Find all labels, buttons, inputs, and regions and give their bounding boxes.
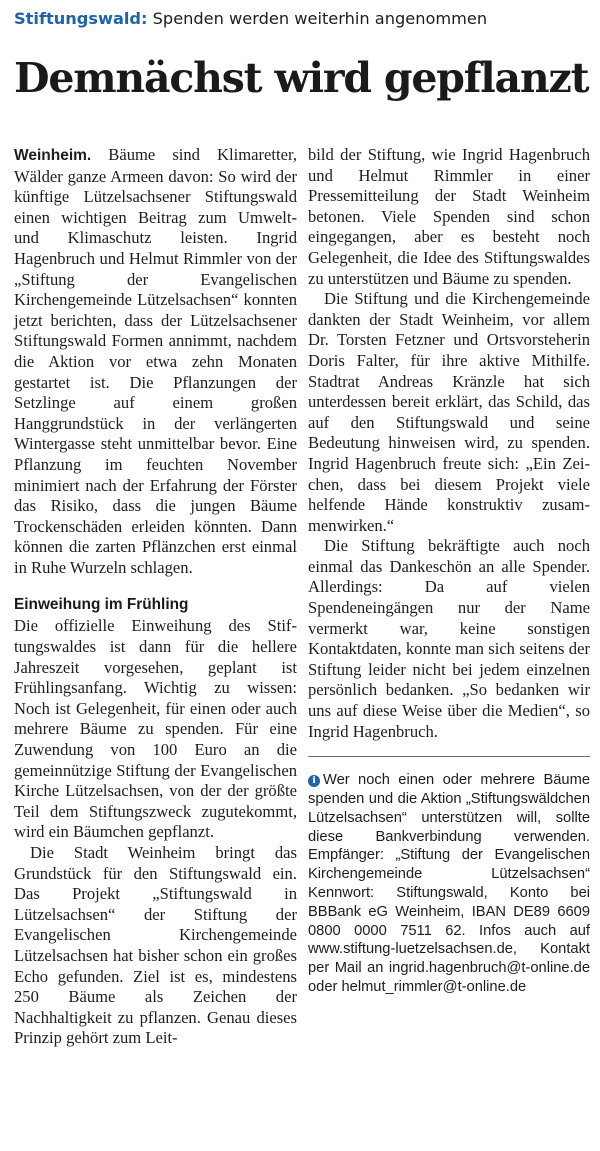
- article-paragraph-1: [14, 145, 297, 578]
- dateline: Weinheim.: [14, 147, 92, 164]
- info-box-text: Wer noch einen oder mehrere Bäume spenden und die Aktion „Stiftungswäldchen Lützelsachsen“ unterstützen will, sollte diese Bankverbindung verwenden. Empfänger: „Stiftung der Evangelischen Kirchengemeinde Lützelsachsen“ Kennwort: Stiftungswald, Konto bei BBBank eG Weinheim, IBAN DE89 6609 0800 0000 7511 62. Infos auch auf www.stiftung-luetzelsachsen.de, Kontakt per Mail an ingrid.hagenbruch@t-online.de oder helmut_rimmler@t-online.de: [308, 772, 590, 995]
- article-paragraph-5: Die Stiftung bekräftigte auch noch einmal das Dankeschön an alle Spender. Allerdings: Da auf vielen Spendeneingängen nur der Name vermerkt war, keine sonstigen Kontaktdaten, konnte man sich seitens der Stiftung leider nicht bei jedem einzelnen persönlich bedanken. „So bedanken wir uns auf diese Weise über die Medien“, so Ingrid Hagenbruch.: [308, 536, 590, 741]
- article-paragraph-3: Die Stadt Weinheim bringt das Grundstück für den Stiftungswald ein. Das Projekt „Stiftungswald in Lützelsachsen“ der Stiftung der Evangelischen Kirchengemeinde Lützelsachsen hat bisher schon ein großes Echo gefunden. Ziel ist es, mindestens 250 Bäume als Zeichen der Nachhaltigkeit zu pflanzen. Genau dieses Prinzip gehört zum Leit-: [14, 843, 297, 1048]
- article-column-right: [308, 145, 590, 997]
- kicker-label: Stiftungswald:: [14, 9, 148, 28]
- kicker-line: [14, 8, 589, 30]
- article-paragraph-2: Die offizielle Einweihung des Stiftungswaldes ist dann für die hellere Jahreszeit vorgesehen, geplant ist Frühlingsanfang. Wichtig zu wissen: Noch ist Gelegenheit, für einen oder auch mehrere Bäume zu spenden. Für eine Zuwendung von 100 Euro an die gemeinnützige Stiftung der Evangelischen Kirche Lützelsachsen, von der der größte Teil dem Stiftungszweck zugutekommt, wird ein Bäumchen gepflanzt.: [14, 616, 297, 842]
- kicker-text: Spenden werden weiterhin angenommen: [152, 9, 488, 28]
- article-paragraph-4: Die Stiftung und die Kirchengemeinde dankten der Stadt Weinheim, vor allem Dr. Torsten Fetzner und Ortsvorsteherin Doris Falter, für ihre aktive Mithilfe. Stadtrat Andreas Kränzle hat sich unterdessen bereit erklärt, das Schild, das auf den Stiftungswald und seine Bedeutung hinweisen wird, zu spenden. Ingrid Hagenbruch freute sich: „Ein Zeichen, dass bei diesem Projekt viele helfende Hände konstruktiv zusammenwirken.“: [308, 289, 590, 535]
- paragraph-1-text: Bäume sind Klimaretter, Wälder ganze Armeen davon: So wird der künftige Lützelsachsener Stiftungswald einen wichtigen Beitrag zum Umwelt- und Klimaschutz leisten. Ingrid Hagenbruch und Helmut Rimmler von der „Stiftung der Evangelischen Kirchengemeinde Lützelsachsen“ konnten jetzt berichten, dass der Lützelsachsener Stiftungswald Formen annimmt, nachdem die Aktion vor etwa zehn Monaten gestartet ist. Die Pflanzungen der Setzlinge auf einem großen Hanggrundstück in der verlängerten Wintergasse steht unmittelbar bevor. Eine Pflanzung im feuchten November minimiert nach der Erfahrung der Förster das Risiko, dass die jungen Bäume Trockenschäden erleiden könnten. Dann können die zarten Pflänzchen erst einmal in Ruhe Wurzeln schlagen.: [14, 145, 297, 577]
- article-column-left: [14, 145, 297, 1049]
- info-icon: i: [308, 775, 320, 787]
- info-box: [308, 756, 590, 997]
- subheading: Einweihung im Frühling: [14, 596, 189, 614]
- headline: Demnächst wird gepflanzt: [14, 54, 589, 102]
- column-continuation-placeholder: [308, 145, 590, 289]
- article-paragraph-3-continued: bild der Stiftung, wie Ingrid Hagenbruch und Helmut Rimmler in einer Pressemitteilung der Stadt Weinheim betonen. Viele Spenden sind schon eingegangen, aber es besteht noch Gelegenheit, die Idee des Stiftungswaldes zu unterstützen und Bäume zu spenden.: [308, 145, 590, 288]
